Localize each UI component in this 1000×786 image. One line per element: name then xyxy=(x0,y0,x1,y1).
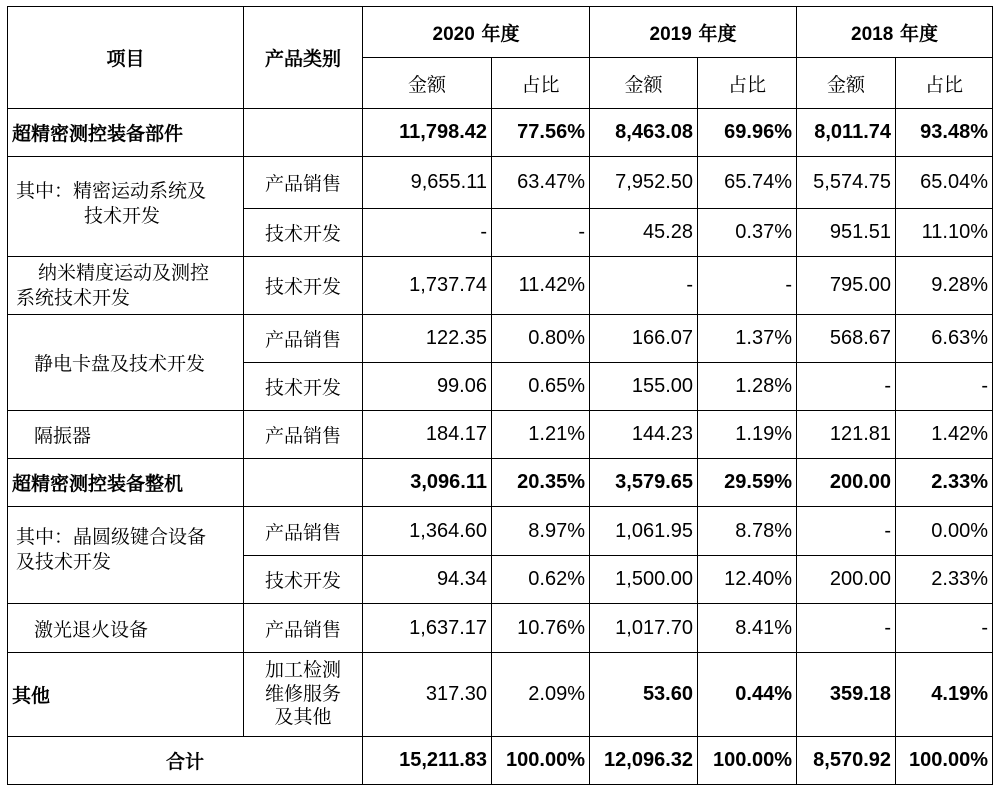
row-item: 超精密测控装备整机 xyxy=(8,459,244,507)
amount-2019: 3,579.65 xyxy=(590,459,698,507)
total-row xyxy=(8,737,993,785)
amount-2020: 317.30 xyxy=(363,653,492,737)
ratio-2019: 1.37% xyxy=(698,315,797,363)
item-line: 其中：精密运动系统及 xyxy=(16,180,207,202)
item-line: 技术开发 xyxy=(84,204,161,227)
amount-2018: 568.67 xyxy=(797,315,896,363)
ratio-2020: 100.00% xyxy=(492,737,590,785)
row-category: 技术开发 xyxy=(244,209,363,257)
revenue-table xyxy=(7,6,993,785)
ratio-2018: 93.48% xyxy=(896,109,993,157)
amount-2019: 53.60 xyxy=(590,653,698,737)
category-line: 及其他 xyxy=(274,706,332,729)
row-category: 产品销售 xyxy=(244,507,363,556)
amount-2020: 11,798.42 xyxy=(363,109,492,157)
amount-2020: 1,737.74 xyxy=(363,257,492,315)
amount-2018: 359.18 xyxy=(797,653,896,737)
ratio-2020: - xyxy=(492,209,590,257)
amount-2019: 1,061.95 xyxy=(590,507,698,556)
ratio-2019: 29.59% xyxy=(698,459,797,507)
amount-2019: 155.00 xyxy=(590,363,698,411)
table-row xyxy=(8,507,993,556)
amount-2020: 15,211.83 xyxy=(363,737,492,785)
row-category: 技术开发 xyxy=(244,257,363,315)
year-suffix: 年度 xyxy=(893,22,938,45)
ratio-2019: 1.28% xyxy=(698,363,797,411)
ratio-2020: 20.35% xyxy=(492,459,590,507)
row-item: 超精密测控装备部件 xyxy=(8,109,244,157)
header-row-years xyxy=(8,7,993,58)
amount-2020: - xyxy=(363,209,492,257)
year-suffix: 年度 xyxy=(691,22,737,45)
row-category: 产品销售 xyxy=(244,604,363,653)
header-ratio: 占比 xyxy=(896,58,993,109)
amount-2019: 1,500.00 xyxy=(590,556,698,604)
amount-2019: 7,952.50 xyxy=(590,157,698,209)
ratio-2019: 8.41% xyxy=(698,604,797,653)
ratio-2018: - xyxy=(896,604,993,653)
year-label: 2019 xyxy=(649,23,692,45)
row-item xyxy=(8,507,244,604)
row-item xyxy=(8,257,244,315)
ratio-2020: 0.80% xyxy=(492,315,590,363)
table-row xyxy=(8,604,993,653)
ratio-2020: 10.76% xyxy=(492,604,590,653)
ratio-2019: 1.19% xyxy=(698,411,797,459)
ratio-2019: 8.78% xyxy=(698,507,797,556)
header-year-2020 xyxy=(363,7,590,58)
ratio-2020: 2.09% xyxy=(492,653,590,737)
amount-2020: 99.06 xyxy=(363,363,492,411)
ratio-2020: 8.97% xyxy=(492,507,590,556)
table-row xyxy=(8,315,993,363)
ratio-2018: 2.33% xyxy=(896,459,993,507)
ratio-2020: 63.47% xyxy=(492,157,590,209)
row-item: 静电卡盘及技术开发 xyxy=(8,315,244,411)
table-row xyxy=(8,459,993,507)
header-category: 产品类别 xyxy=(244,7,363,109)
item-line: 纳米精度运动及测控 xyxy=(38,261,210,284)
ratio-2019: 0.44% xyxy=(698,653,797,737)
ratio-2019: 69.96% xyxy=(698,109,797,157)
amount-2019: 12,096.32 xyxy=(590,737,698,785)
ratio-2018: 2.33% xyxy=(896,556,993,604)
amount-2018: - xyxy=(797,363,896,411)
amount-2018: 951.51 xyxy=(797,209,896,257)
ratio-2018: 6.63% xyxy=(896,315,993,363)
header-amount: 金额 xyxy=(590,58,698,109)
row-category: 产品销售 xyxy=(244,411,363,459)
amount-2020: 3,096.11 xyxy=(363,459,492,507)
row-category: 技术开发 xyxy=(244,556,363,604)
row-item xyxy=(8,157,244,257)
amount-2020: 184.17 xyxy=(363,411,492,459)
ratio-2018: 65.04% xyxy=(896,157,993,209)
amount-2019: 144.23 xyxy=(590,411,698,459)
ratio-2020: 0.65% xyxy=(492,363,590,411)
row-item: 隔振器 xyxy=(8,411,244,459)
total-label: 合计 xyxy=(8,737,363,785)
amount-2018: 8,570.92 xyxy=(797,737,896,785)
ratio-2019: 12.40% xyxy=(698,556,797,604)
year-label: 2020 xyxy=(432,23,475,45)
header-amount: 金额 xyxy=(797,58,896,109)
ratio-2020: 11.42% xyxy=(492,257,590,315)
row-category: 技术开发 xyxy=(244,363,363,411)
item-line: 其中：晶圆级键合设备 xyxy=(16,526,207,548)
item-line: 及技术开发 xyxy=(16,550,112,573)
ratio-2018: 9.28% xyxy=(896,257,993,315)
amount-2018: 200.00 xyxy=(797,459,896,507)
amount-2019: 166.07 xyxy=(590,315,698,363)
ratio-2018: 11.10% xyxy=(896,209,993,257)
amount-2020: 1,637.17 xyxy=(363,604,492,653)
amount-2019: 45.28 xyxy=(590,209,698,257)
row-item: 其他 xyxy=(8,653,244,737)
header-year-2018 xyxy=(797,7,993,58)
category-line: 加工检测 xyxy=(264,658,341,681)
table-row xyxy=(8,653,993,737)
amount-2018: 121.81 xyxy=(797,411,896,459)
amount-2018: 200.00 xyxy=(797,556,896,604)
row-item: 激光退火设备 xyxy=(8,604,244,653)
ratio-2018: - xyxy=(896,363,993,411)
ratio-2019: - xyxy=(698,257,797,315)
header-item: 项目 xyxy=(8,7,244,109)
item-line: 系统技术开发 xyxy=(16,286,131,309)
amount-2019: 1,017.70 xyxy=(590,604,698,653)
amount-2020: 9,655.11 xyxy=(363,157,492,209)
ratio-2019: 65.74% xyxy=(698,157,797,209)
ratio-2019: 100.00% xyxy=(698,737,797,785)
amount-2019: 8,463.08 xyxy=(590,109,698,157)
header-ratio: 占比 xyxy=(698,58,797,109)
category-line: 维修服务 xyxy=(264,682,341,705)
ratio-2018: 1.42% xyxy=(896,411,993,459)
ratio-2019: 0.37% xyxy=(698,209,797,257)
amount-2018: 795.00 xyxy=(797,257,896,315)
amount-2018: - xyxy=(797,604,896,653)
table-row xyxy=(8,257,993,315)
row-category xyxy=(244,653,363,737)
ratio-2018: 4.19% xyxy=(896,653,993,737)
table-row xyxy=(8,109,993,157)
header-ratio: 占比 xyxy=(492,58,590,109)
amount-2018: - xyxy=(797,507,896,556)
amount-2020: 94.34 xyxy=(363,556,492,604)
table-row xyxy=(8,411,993,459)
amount-2018: 5,574.75 xyxy=(797,157,896,209)
header-amount: 金额 xyxy=(363,58,492,109)
ratio-2018: 100.00% xyxy=(896,737,993,785)
ratio-2020: 77.56% xyxy=(492,109,590,157)
ratio-2018: 0.00% xyxy=(896,507,993,556)
year-suffix: 年度 xyxy=(474,22,520,45)
ratio-2020: 0.62% xyxy=(492,556,590,604)
amount-2018: 8,011.74 xyxy=(797,109,896,157)
row-category: 产品销售 xyxy=(244,315,363,363)
table-row xyxy=(8,157,993,209)
amount-2020: 122.35 xyxy=(363,315,492,363)
ratio-2020: 1.21% xyxy=(492,411,590,459)
amount-2019: - xyxy=(590,257,698,315)
row-category xyxy=(244,109,363,157)
row-category: 产品销售 xyxy=(244,157,363,209)
header-year-2019 xyxy=(590,7,797,58)
row-category xyxy=(244,459,363,507)
amount-2020: 1,364.60 xyxy=(363,507,492,556)
year-label: 2018 xyxy=(851,23,894,45)
